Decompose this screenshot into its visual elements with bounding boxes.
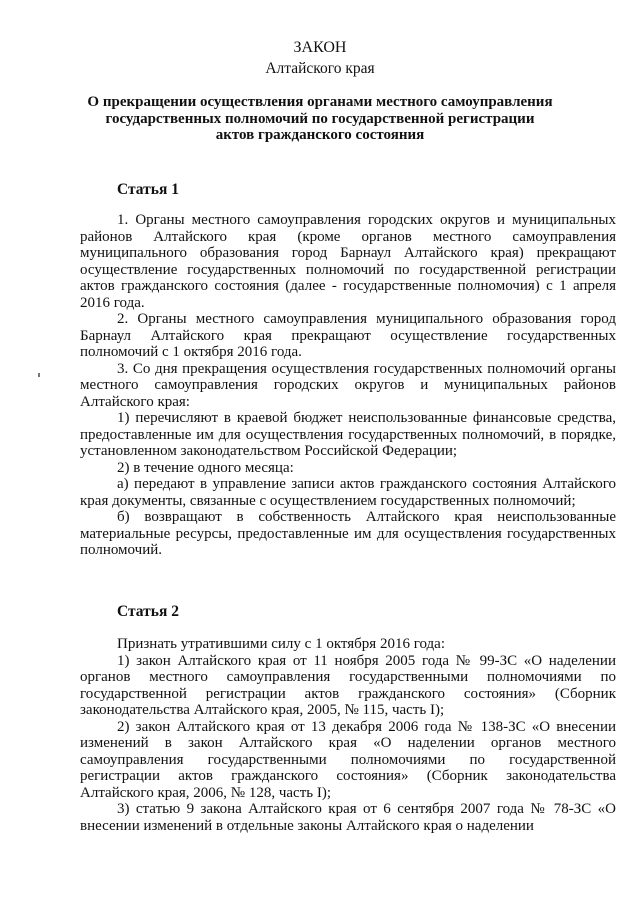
article-1-body xyxy=(80,212,616,559)
article-1-paragraph: 1) перечисляют в краевой бюджет неиспользованные финансовые средства, предоставленные им для осуществления государственных полномочий, в порядке, установленном законодательством Российской Федерации; xyxy=(80,410,616,459)
article-1-paragraph: 2) в течение одного месяца: xyxy=(117,459,294,476)
article-1-paragraph: 1. Органы местного самоуправления городских округов и муниципальных районов Алтайского края (кроме органов местного самоуправления муниципального образования город Барнаул Алтайского края) прекращают осуществление государственных полномочий по государственной регистрации актов гражданского состояния (далее - государственные полномочия) с 1 апреля 2016 года. xyxy=(80,212,616,311)
article-1-paragraph: б) возвращают в собственность Алтайского края неиспользованные материальные ресурсы, предоставленные им для осуществления государственных полномочий. xyxy=(80,509,616,558)
law-region: Алтайского края xyxy=(265,60,375,77)
law-name-line: актов гражданского состояния xyxy=(215,127,425,143)
article-2-heading: Статья 2 xyxy=(117,603,179,620)
scan-margin-mark xyxy=(38,373,40,377)
article-1-paragraph: а) передают в управление записи актов гражданского состояния Алтайского края документы, связанные с осуществлением государственных полномочий; xyxy=(80,476,616,509)
law-name xyxy=(0,94,640,144)
law-name-line: О прекращении осуществления органами местного самоуправления xyxy=(87,94,553,110)
article-2-paragraph: 3) статью 9 закона Алтайского края от 6 сентября 2007 года № 78-ЗС «О внесении изменений в отдельные законы Алтайского края о наделении xyxy=(80,801,616,834)
article-2-body xyxy=(80,636,616,834)
article-2-paragraph: 1) закон Алтайского края от 11 ноября 2005 года № 99-ЗС «О наделении органов местного самоуправления государственными полномочиями по государственной регистрации актов гражданского состояния» (Сборник законодательства Алтайского края, 2005, № 115, часть I); xyxy=(80,652,616,718)
law-title: ЗАКОН xyxy=(293,39,347,56)
article-1-paragraph: 2. Органы местного самоуправления муниципального образования город Барнаул Алтайского края прекращают осуществление государственных полномочий с 1 октября 2016 года. xyxy=(80,311,616,360)
article-2-paragraph: 2) закон Алтайского края от 13 декабря 2006 года № 138-ЗС «О внесении изменений в закон Алтайского края «О наделении органов местного самоуправления государственными полномочиями по государственной регистрации актов гражданского состояния» (Сборник законодательства Алтайского края, 2006, № 128, часть I); xyxy=(80,718,616,801)
law-name-line: государственных полномочий по государственной регистрации xyxy=(105,110,535,127)
article-2-paragraph: Признать утратившими силу с 1 октября 2016 года: xyxy=(117,636,446,652)
article-1-paragraph: 3. Со дня прекращения осуществления государственных полномочий органы местного самоуправления городских округов и муниципальных районов Алтайского края: xyxy=(80,360,616,410)
article-1-heading: Статья 1 xyxy=(117,181,179,198)
